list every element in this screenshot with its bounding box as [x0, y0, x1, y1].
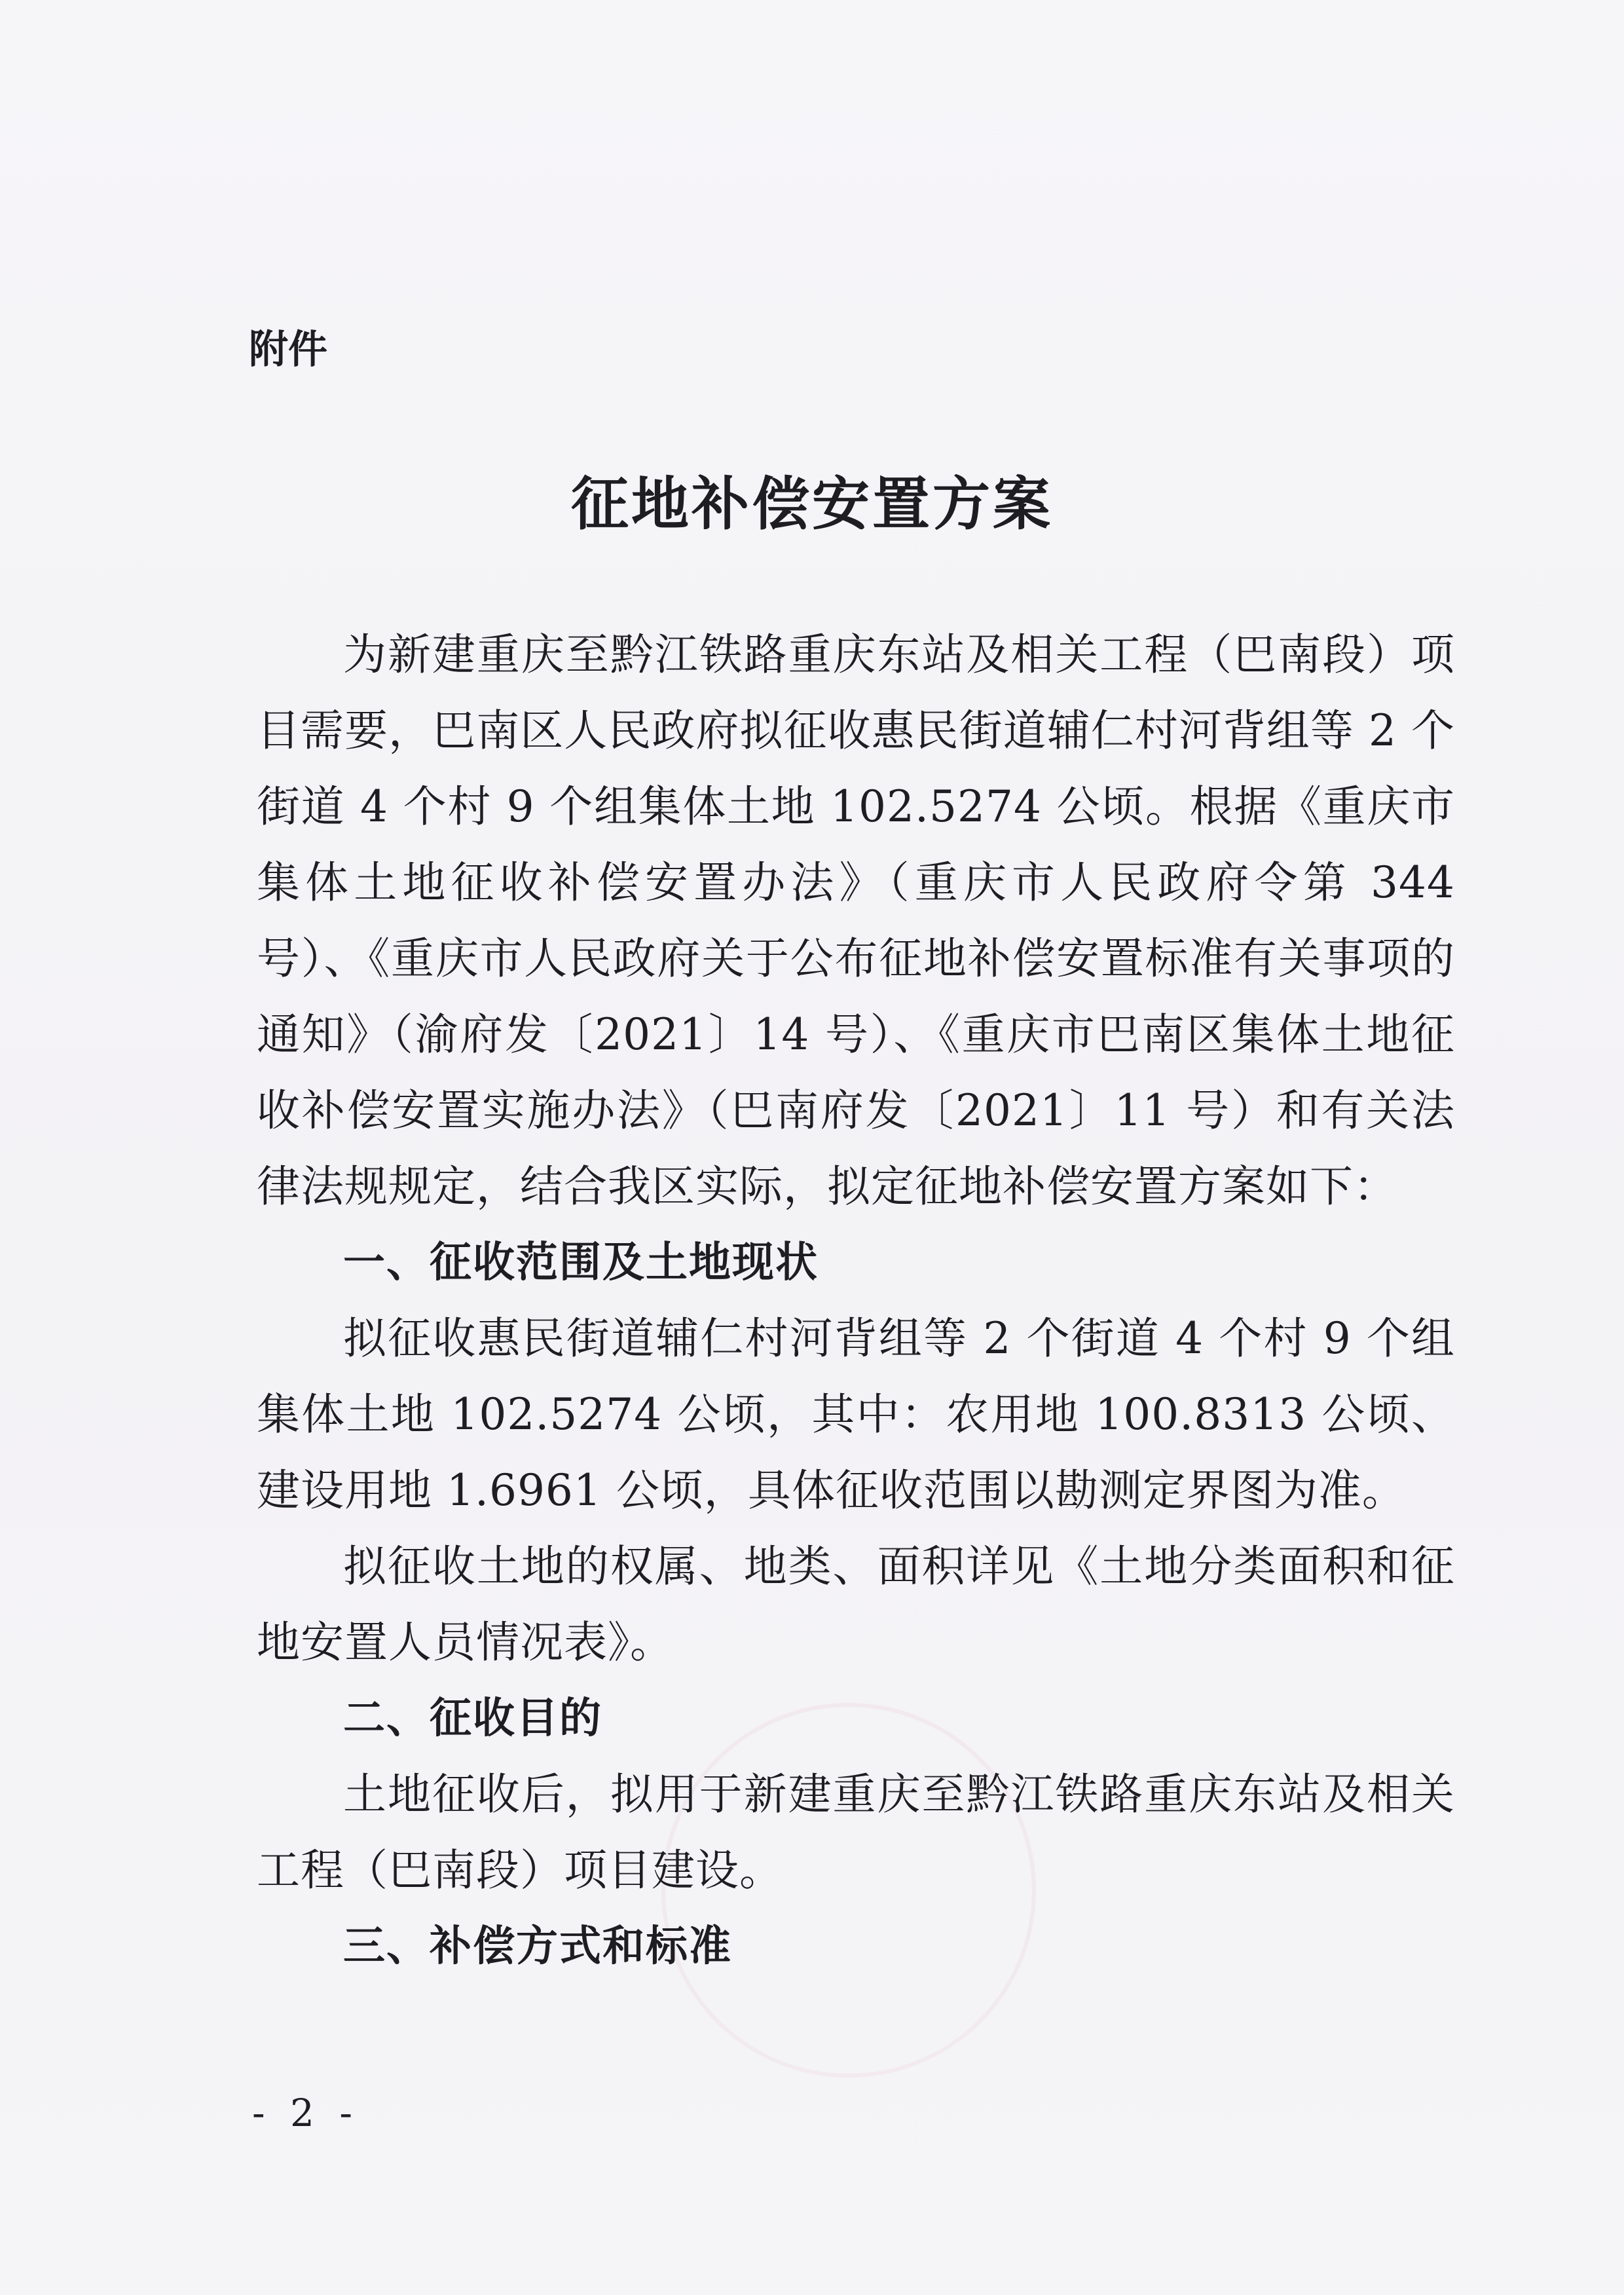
intro-paragraph: 为新建重庆至黔江铁路重庆东站及相关工程（巴南段）项目需要，巴南区人民政府拟征收惠民街道辅仁村河背组等 2 个街道 4 个村 9 个组集体土地 102.5274 公顷。根据《重庆市集体土地征收补偿安置办法》（重庆市人民政府令第 344 号）、《重庆市人民政府关于公布征地补偿安置标准有关事项的通知》（渝府发〔2021〕14 号）、《重庆市巴南区集体土地征收补偿安置实施办法》（巴南府发〔2021〕11 号）和有关法律法规规定，结合我区实际，拟定征地补偿安置方案如下：	[257, 629, 1455, 1212]
section-heading-scope: 一、征收范围及土地现状	[343, 1239, 819, 1287]
attachment-label: 附件	[249, 327, 327, 373]
section-heading-purpose: 二、征收目的	[343, 1694, 602, 1743]
purpose-paragraph: 土地征收后，拟用于新建重庆至黔江铁路重庆东站及相关工程（巴南段）项目建设。	[257, 1769, 1455, 1895]
page-number: - 2 -	[252, 2091, 359, 2135]
scope-paragraph-1: 拟征收惠民街道辅仁村河背组等 2 个街道 4 个村 9 个组集体土地 102.5274 公顷，其中：农用地 100.8313 公顷、建设用地 1.6961 公顷，具体征收范围以勘测定界图为准。	[257, 1313, 1455, 1516]
document-body	[257, 617, 1455, 1985]
document-title: 征地补偿安置方案	[570, 470, 1053, 538]
section-heading-compensation: 三、补偿方式和标准	[343, 1922, 732, 1971]
scope-paragraph-2: 拟征收土地的权属、地类、面积详见《土地分类面积和征地安置人员情况表》。	[257, 1541, 1455, 1668]
